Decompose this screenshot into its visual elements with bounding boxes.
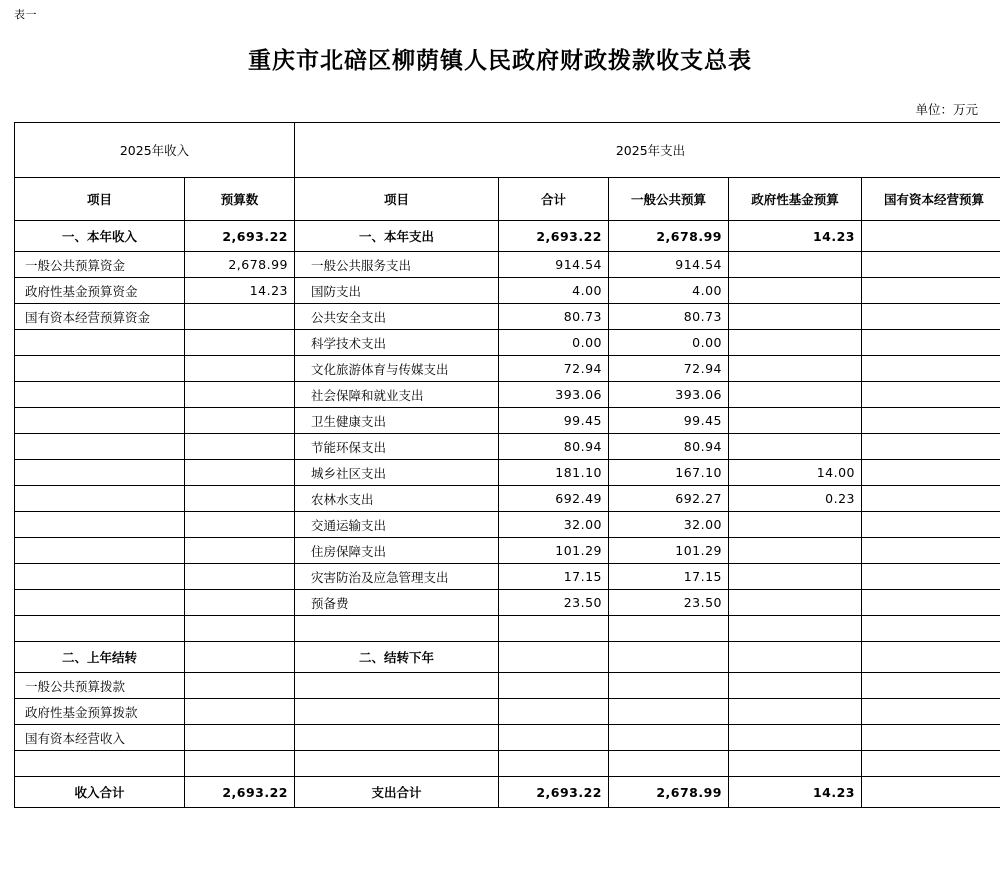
cell-income_budget: [185, 751, 295, 777]
total-expense-item: 支出合计: [295, 777, 499, 808]
cell-income_budget: [185, 486, 295, 512]
cell-total: [499, 751, 609, 777]
cell-general_public: [609, 725, 729, 751]
cell-expense_item: 一般公共服务支出: [295, 252, 499, 278]
cell-income_budget: [185, 330, 295, 356]
cell-gov_fund: 14.00: [729, 460, 862, 486]
column-header-expense-item: 项目: [295, 178, 499, 221]
cell-general_public: 23.50: [609, 590, 729, 616]
table-row: [15, 673, 1000, 699]
cell-income_item: 国有资本经营收入: [15, 725, 185, 751]
cell-expense_item: 住房保障支出: [295, 538, 499, 564]
cell-total: 80.94: [499, 434, 609, 460]
cell-total: 2,693.22: [499, 221, 609, 252]
cell-income_item: [15, 538, 185, 564]
table-total-row: [15, 777, 1000, 808]
cell-income_item: [15, 590, 185, 616]
cell-total: 692.49: [499, 486, 609, 512]
cell-income_budget: [185, 382, 295, 408]
cell-income_item: [15, 564, 185, 590]
cell-income_item: [15, 356, 185, 382]
cell-general_public: 2,678.99: [609, 221, 729, 252]
table-row: [15, 538, 1000, 564]
cell-income_budget: [185, 642, 295, 673]
cell-state_capital: [862, 408, 1000, 434]
cell-income_budget: 2,678.99: [185, 252, 295, 278]
table-row: [15, 564, 1000, 590]
cell-expense_item: [295, 616, 499, 642]
cell-state_capital: [862, 699, 1000, 725]
cell-total: [499, 725, 609, 751]
cell-gov_fund: [729, 330, 862, 356]
unit-note: 单位：万元: [915, 103, 978, 117]
cell-general_public: 101.29: [609, 538, 729, 564]
table-row: [15, 304, 1000, 330]
cell-income_item: [15, 460, 185, 486]
table-header-column-row: [15, 178, 1000, 221]
cell-expense_item: 节能环保支出: [295, 434, 499, 460]
cell-state_capital: [862, 252, 1000, 278]
cell-state_capital: [862, 590, 1000, 616]
cell-total: 80.73: [499, 304, 609, 330]
cell-income_budget: [185, 725, 295, 751]
cell-state_capital: [862, 616, 1000, 642]
cell-total: [499, 642, 609, 673]
cell-gov_fund: [729, 408, 862, 434]
cell-gov_fund: [729, 356, 862, 382]
cell-general_public: 80.73: [609, 304, 729, 330]
cell-state_capital: [862, 221, 1000, 252]
cell-income_budget: [185, 538, 295, 564]
table-row: [15, 278, 1000, 304]
cell-income_budget: [185, 460, 295, 486]
cell-state_capital: [862, 538, 1000, 564]
header-expense-group: 2025年支出: [295, 123, 1000, 178]
cell-income_budget: [185, 434, 295, 460]
cell-expense_item: 卫生健康支出: [295, 408, 499, 434]
cell-expense_item: 公共安全支出: [295, 304, 499, 330]
cell-expense_item: 二、结转下年: [295, 642, 499, 673]
cell-expense_item: 城乡社区支出: [295, 460, 499, 486]
cell-general_public: 692.27: [609, 486, 729, 512]
table-row: [15, 699, 1000, 725]
cell-total: 99.45: [499, 408, 609, 434]
cell-income_budget: [185, 590, 295, 616]
total-general-public: 2,678.99: [609, 777, 729, 808]
cell-expense_item: 科学技术支出: [295, 330, 499, 356]
cell-income_item: [15, 486, 185, 512]
table-row: [15, 751, 1000, 777]
cell-income_budget: [185, 673, 295, 699]
cell-general_public: 80.94: [609, 434, 729, 460]
cell-income_item: 国有资本经营预算资金: [15, 304, 185, 330]
cell-income_item: 一般公共预算拨款: [15, 673, 185, 699]
cell-total: [499, 616, 609, 642]
cell-general_public: 72.94: [609, 356, 729, 382]
cell-general_public: 17.15: [609, 564, 729, 590]
cell-income_budget: [185, 304, 295, 330]
cell-general_public: [609, 699, 729, 725]
cell-gov_fund: [729, 699, 862, 725]
total-total: 2,693.22: [499, 777, 609, 808]
cell-total: 181.10: [499, 460, 609, 486]
cell-general_public: [609, 673, 729, 699]
cell-income_item: 一般公共预算资金: [15, 252, 185, 278]
cell-total: 23.50: [499, 590, 609, 616]
cell-gov_fund: [729, 434, 862, 460]
cell-general_public: 914.54: [609, 252, 729, 278]
cell-state_capital: [862, 512, 1000, 538]
cell-gov_fund: [729, 616, 862, 642]
cell-gov_fund: [729, 382, 862, 408]
cell-expense_item: 文化旅游体育与传媒支出: [295, 356, 499, 382]
cell-general_public: 393.06: [609, 382, 729, 408]
table-row: [15, 356, 1000, 382]
cell-gov_fund: [729, 538, 862, 564]
cell-total: [499, 699, 609, 725]
cell-income_budget: [185, 616, 295, 642]
cell-income_budget: 2,693.22: [185, 221, 295, 252]
budget-table: [14, 122, 1000, 808]
cell-general_public: 0.00: [609, 330, 729, 356]
table-row: [15, 512, 1000, 538]
cell-expense_item: 农林水支出: [295, 486, 499, 512]
cell-state_capital: [862, 486, 1000, 512]
table-row: [15, 590, 1000, 616]
table-row: [15, 725, 1000, 751]
cell-gov_fund: 0.23: [729, 486, 862, 512]
table-row: [15, 434, 1000, 460]
cell-expense_item: [295, 699, 499, 725]
cell-income_item: [15, 434, 185, 460]
total-income-budget: 2,693.22: [185, 777, 295, 808]
cell-state_capital: [862, 330, 1000, 356]
cell-income_item: [15, 382, 185, 408]
page-title: 重庆市北碚区柳荫镇人民政府财政拨款收支总表: [248, 47, 752, 74]
cell-income_budget: [185, 564, 295, 590]
cell-state_capital: [862, 460, 1000, 486]
table-header-group-row: [15, 123, 1000, 178]
cell-income_item: [15, 751, 185, 777]
total-gov-fund: 14.23: [729, 777, 862, 808]
cell-total: 914.54: [499, 252, 609, 278]
cell-gov_fund: [729, 642, 862, 673]
cell-income_budget: [185, 408, 295, 434]
cell-gov_fund: [729, 673, 862, 699]
column-header-income-item: 项目: [15, 178, 185, 221]
cell-total: 393.06: [499, 382, 609, 408]
cell-expense_item: 灾害防治及应急管理支出: [295, 564, 499, 590]
cell-income_item: [15, 512, 185, 538]
cell-total: 101.29: [499, 538, 609, 564]
column-header-general-public: 一般公共预算: [609, 178, 729, 221]
cell-gov_fund: 14.23: [729, 221, 862, 252]
cell-gov_fund: [729, 564, 862, 590]
cell-expense_item: [295, 673, 499, 699]
cell-total: 0.00: [499, 330, 609, 356]
sheet-label: 表一: [14, 9, 37, 21]
cell-expense_item: 预备费: [295, 590, 499, 616]
cell-state_capital: [862, 278, 1000, 304]
cell-state_capital: [862, 434, 1000, 460]
cell-income_budget: [185, 356, 295, 382]
cell-state_capital: [862, 382, 1000, 408]
cell-expense_item: 国防支出: [295, 278, 499, 304]
cell-total: 72.94: [499, 356, 609, 382]
cell-total: 4.00: [499, 278, 609, 304]
cell-gov_fund: [729, 751, 862, 777]
cell-expense_item: 社会保障和就业支出: [295, 382, 499, 408]
cell-state_capital: [862, 725, 1000, 751]
column-header-income-budget: 预算数: [185, 178, 295, 221]
cell-income_item: 一、本年收入: [15, 221, 185, 252]
cell-income_item: 政府性基金预算资金: [15, 278, 185, 304]
cell-state_capital: [862, 356, 1000, 382]
cell-expense_item: 交通运输支出: [295, 512, 499, 538]
cell-income_item: [15, 330, 185, 356]
budget-table-container: [14, 122, 986, 808]
table-row: [15, 382, 1000, 408]
cell-income_budget: [185, 699, 295, 725]
cell-general_public: [609, 642, 729, 673]
cell-state_capital: [862, 642, 1000, 673]
cell-income_item: [15, 616, 185, 642]
cell-gov_fund: [729, 725, 862, 751]
cell-income_item: [15, 408, 185, 434]
cell-income_budget: 14.23: [185, 278, 295, 304]
cell-gov_fund: [729, 304, 862, 330]
cell-state_capital: [862, 304, 1000, 330]
cell-expense_item: [295, 725, 499, 751]
header-income-group: 2025年收入: [15, 123, 295, 178]
table-row: [15, 460, 1000, 486]
cell-general_public: 99.45: [609, 408, 729, 434]
table-row: [15, 408, 1000, 434]
cell-income_item: 二、上年结转: [15, 642, 185, 673]
table-row: [15, 486, 1000, 512]
cell-general_public: 167.10: [609, 460, 729, 486]
cell-income_budget: [185, 512, 295, 538]
total-state-capital: [862, 777, 1000, 808]
table-row: [15, 616, 1000, 642]
table-row: [15, 330, 1000, 356]
table-row: [15, 642, 1000, 673]
cell-gov_fund: [729, 590, 862, 616]
cell-general_public: 32.00: [609, 512, 729, 538]
cell-general_public: 4.00: [609, 278, 729, 304]
cell-total: 17.15: [499, 564, 609, 590]
cell-gov_fund: [729, 278, 862, 304]
cell-state_capital: [862, 564, 1000, 590]
table-row: [15, 252, 1000, 278]
cell-gov_fund: [729, 252, 862, 278]
cell-expense_item: [295, 751, 499, 777]
cell-total: 32.00: [499, 512, 609, 538]
column-header-total: 合计: [499, 178, 609, 221]
cell-expense_item: 一、本年支出: [295, 221, 499, 252]
column-header-state-capital: 国有资本经营预算: [862, 178, 1000, 221]
cell-gov_fund: [729, 512, 862, 538]
cell-state_capital: [862, 673, 1000, 699]
cell-general_public: [609, 751, 729, 777]
cell-state_capital: [862, 751, 1000, 777]
total-income-item: 收入合计: [15, 777, 185, 808]
cell-general_public: [609, 616, 729, 642]
cell-income_item: 政府性基金预算拨款: [15, 699, 185, 725]
table-row: [15, 221, 1000, 252]
column-header-gov-fund: 政府性基金预算: [729, 178, 862, 221]
cell-total: [499, 673, 609, 699]
